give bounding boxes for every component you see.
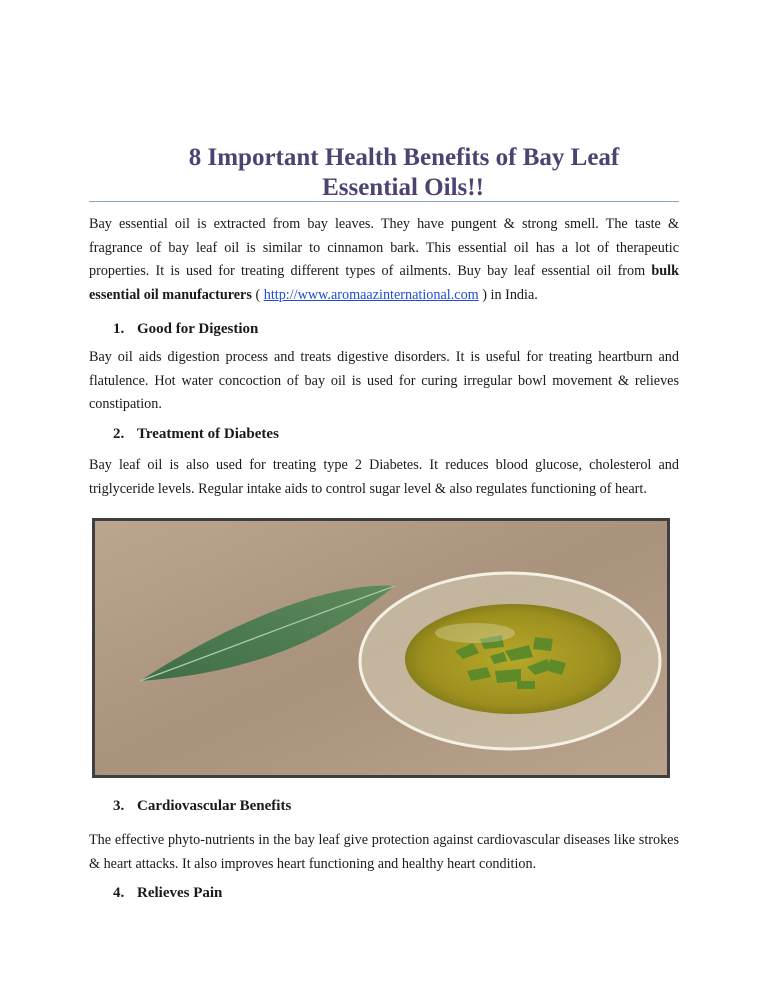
section-heading-diabetes [113,424,279,444]
website-link[interactable]: http://www.aromaazinternational.com [263,286,479,303]
bay-leaf-oil-illustration [95,521,667,775]
intro-closing-text: ) in India. [478,286,538,303]
title-line-1: 8 Important Health Benefits of Bay Leaf [188,144,620,171]
intro-bold-phrase: bulk essential oil manufacturers [89,263,679,303]
section-body-diabetes: Bay leaf oil is also used for treating type 2 Diabetes. It reduces blood glucose, cholesterol and triglyceride levels. Regular intake aids to control sugar level & also regulates functioning of heart. [89,457,679,497]
bay-leaf-oil-photo [92,518,670,778]
section-heading-digestion [113,319,258,339]
section-number: 1. [113,321,125,337]
intro-text: Bay essential oil is extracted from bay leaves. They have pungent & strong smell. The taste & fragrance of bay leaf oil is similar to cinnamon bark. This essential oil has a lot of therapeutic properties. It is used for treating different types of ailments. Buy bay leaf essential oil from [89,216,679,279]
section-number: 3. [113,798,125,814]
intro-paragraph [89,213,679,307]
section-title: Treatment of Diabetes [137,426,279,442]
section-title: Cardiovascular Benefits [137,798,292,814]
section-title: Good for Digestion [137,321,259,337]
intro-link-open: ( [251,286,264,303]
section-heading-pain [113,883,222,903]
section-title: Relieves Pain [137,885,223,901]
section-heading-cardiovascular [113,796,291,816]
section-number: 2. [113,426,125,442]
section-body-cardiovascular: The effective phyto-nutrients in the bay leaf give protection against cardiovascular diseases like strokes & heart attacks. It also improves heart functioning and healthy heart condition. [89,832,679,872]
title-line-2: Essential Oils!! [322,174,484,201]
section-number: 4. [113,885,125,901]
page-title [90,143,680,203]
section-body-digestion: Bay oil aids digestion process and treats digestive disorders. It is useful for treating heartburn and flatulence. Hot water concoction of bay oil is used for curing irregular bowl movement & relieves constipation. [89,349,679,412]
title-divider [89,201,679,202]
